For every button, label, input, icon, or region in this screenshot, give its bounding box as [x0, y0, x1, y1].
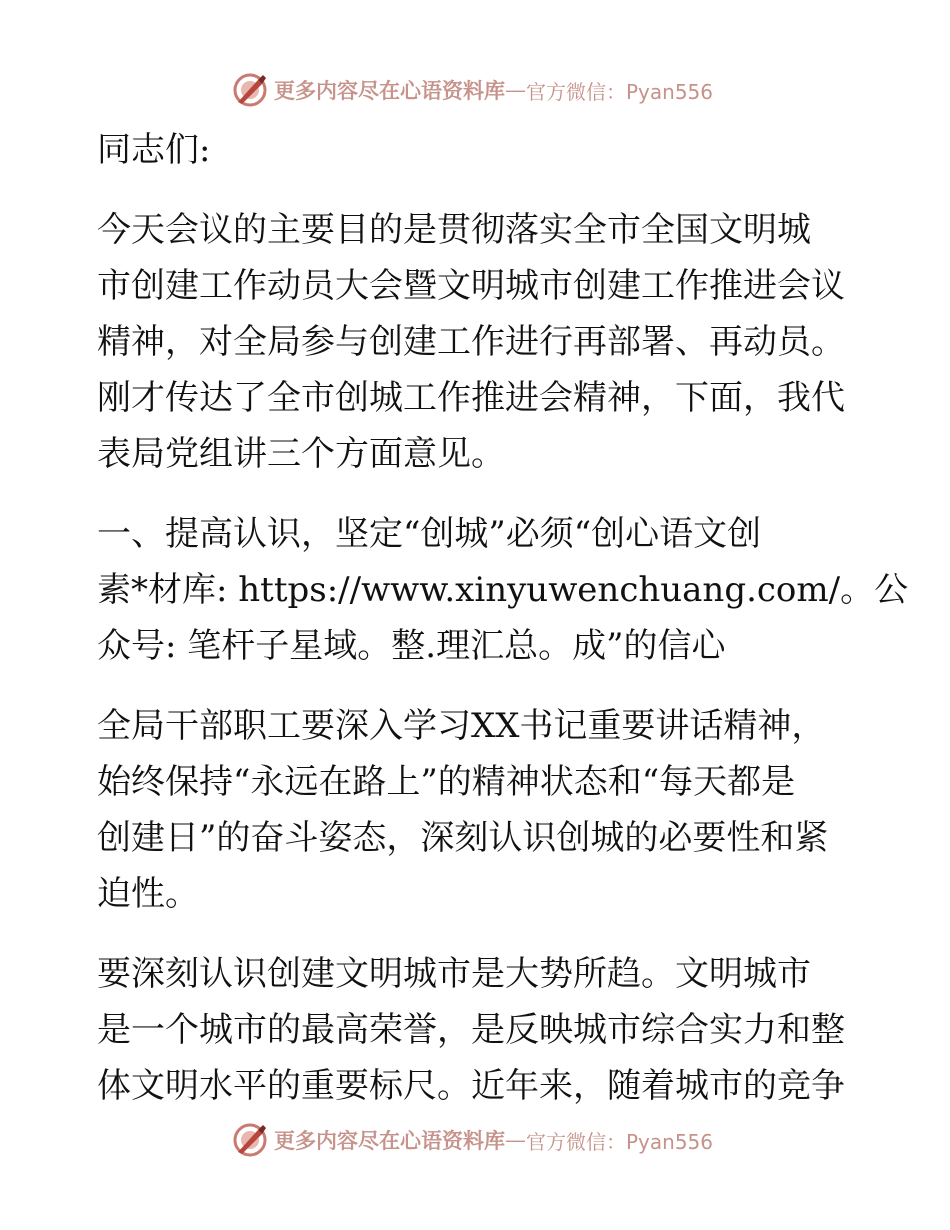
watermark-separator: — [505, 78, 526, 102]
header-watermark-banner [232, 70, 732, 110]
text-line: 精神，对全局参与创建工作进行再部署、再动员。 [97, 322, 845, 362]
text-line: 一、提高认识，坚定“创城”必须“创心语文创 [97, 514, 762, 554]
text-line: 素*材库: https://www.xinyuwenchuang.com/。公 [97, 570, 909, 610]
watermark-slogan: 更多内容尽在心语资料库 [274, 78, 505, 103]
text-line: 全局干部职工要深入学习XX书记重要讲话精神， [97, 706, 826, 746]
paragraph-trend [97, 946, 857, 1114]
text-line: 迫性。 [97, 874, 199, 914]
text-line: 体文明水平的重要标尺。近年来，随着城市的竞争 [97, 1066, 845, 1106]
paragraph-section-heading [97, 506, 909, 674]
text-line: 是一个城市的最高荣誉，是反映城市综合实力和整 [97, 1010, 845, 1050]
text-line: 始终保持“永远在路上”的精神状态和“每天都是 [97, 762, 796, 802]
text-line: 创建日”的奋斗姿态，深刻认识创城的必要性和紧 [97, 818, 829, 858]
watermark-separator: — [505, 1128, 526, 1152]
watermark-slogan: 更多内容尽在心语资料库 [274, 1128, 505, 1153]
document-body [97, 122, 909, 1114]
watermark-contact: 官方微信：Pyan556 [526, 1129, 714, 1154]
text-line: 市创建工作动员大会暨文明城市创建工作推进会议 [97, 266, 845, 306]
pen-logo-icon [232, 72, 268, 108]
paragraph-study [97, 698, 857, 922]
text-line: 同志们: [97, 130, 211, 170]
footer-watermark-banner [232, 1120, 732, 1160]
text-line: 表局党组讲三个方面意见。 [97, 434, 505, 474]
paragraph-intro [97, 202, 857, 482]
text-line: 要深刻认识创建文明城市是大势所趋。文明城市 [97, 954, 811, 994]
paragraph-salutation [97, 122, 857, 178]
text-line: 今天会议的主要目的是贯彻落实全市全国文明城 [97, 210, 811, 250]
pen-logo-icon [232, 1122, 268, 1158]
text-line: 众号: 笔杆子星域。整.理汇总。成”的信心 [97, 626, 726, 666]
watermark-contact: 官方微信：Pyan556 [526, 79, 714, 104]
text-line: 刚才传达了全市创城工作推进会精神，下面，我代 [97, 378, 845, 418]
